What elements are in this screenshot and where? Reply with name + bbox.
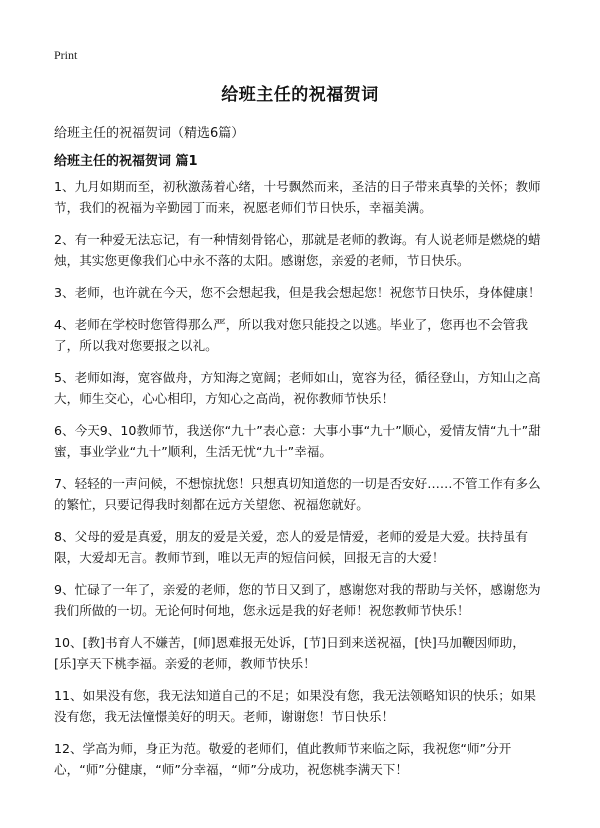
section-heading: 给班主任的祝福贺词 篇1 — [54, 154, 198, 169]
paragraph: 5、老师如海，宽容做舟，方知海之宽阔；老师如山，宽容为径，循径登山，方知山之高大，师生交心，心心相印，方知心之高尚，祝你教师节快乐！ — [54, 370, 541, 406]
paragraph-list — [54, 176, 544, 791]
paragraph: 2、有一种爱无法忘记，有一种情刻骨铭心，那就是老师的教诲。有人说老师是燃烧的蜡烛，其实您更像我们心中永不落的太阳。感谢您，亲爱的老师，节日快乐。 — [54, 232, 541, 268]
paragraph: 7、轻轻的一声问候，不想惊扰您！只想真切知道您的一切是否安好……不管工作有多么的繁忙，只要记得我时刻都在远方关望您、祝福您就好。 — [54, 476, 541, 512]
paragraph: 8、父母的爱是真爱，朋友的爱是关爱，恋人的爱是情爱，老师的爱是大爱。扶持虽有限，大爱却无言。教师节到，唯以无声的短信问候，回报无言的大爱！ — [54, 529, 528, 565]
paragraph: 3、老师，也许就在今天，您不会想起我，但是我会想起您！祝您节日快乐，身体健康！ — [54, 285, 541, 300]
paragraph: 4、老师在学校时您管得那么严，所以我对您只能投之以逃。毕业了，您再也不会管我了，所以我对您要报之以礼。 — [54, 317, 528, 353]
paragraph: 10、[教]书育人不嫌苦，[师]恩难报无处诉，[节]日到来送祝福，[快]马加鞭因师助，[乐]享天下桃李福。亲爱的老师，教师节快乐！ — [54, 635, 525, 671]
paragraph: 1、九月如期而至，初秋激荡着心绪，十号飘然而来，圣洁的日子带来真挚的关怀；教师节，我们的祝福为辛勤园丁而来，祝愿老师们节日快乐，幸福美满。 — [54, 179, 541, 215]
paragraph: 11、如果没有您，我无法知道自己的不足；如果没有您，我无法领略知识的快乐；如果没有您，我无法憧憬美好的明天。老师，谢谢您！节日快乐！ — [54, 688, 536, 724]
document-title: 给班主任的祝福贺词 — [221, 85, 379, 105]
paragraph: 12、学高为师，身正为范。敬爱的老师们，值此教师节来临之际，我祝您“师”分开心，“师”分健康，“师”分幸福，“师”分成功，祝您桃李满天下！ — [54, 741, 512, 777]
paragraph: 6、今天9、10教师节，我送你“九十”表心意：大事小事“九十”顺心，爱情友情“九十”甜蜜，事业学业“九十”顺利，生活无忧“九十”幸福。 — [54, 423, 541, 459]
document-subtitle: 给班主任的祝福贺词（精选6篇） — [54, 126, 245, 141]
paragraph: 9、忙碌了一年了，亲爱的老师，您的节日又到了，感谢您对我的帮助与关怀，感谢您为我们所做的一切。无论何时何地，您永远是我的好老师！祝您教师节快乐！ — [54, 582, 541, 618]
print-label: Print — [54, 48, 78, 62]
